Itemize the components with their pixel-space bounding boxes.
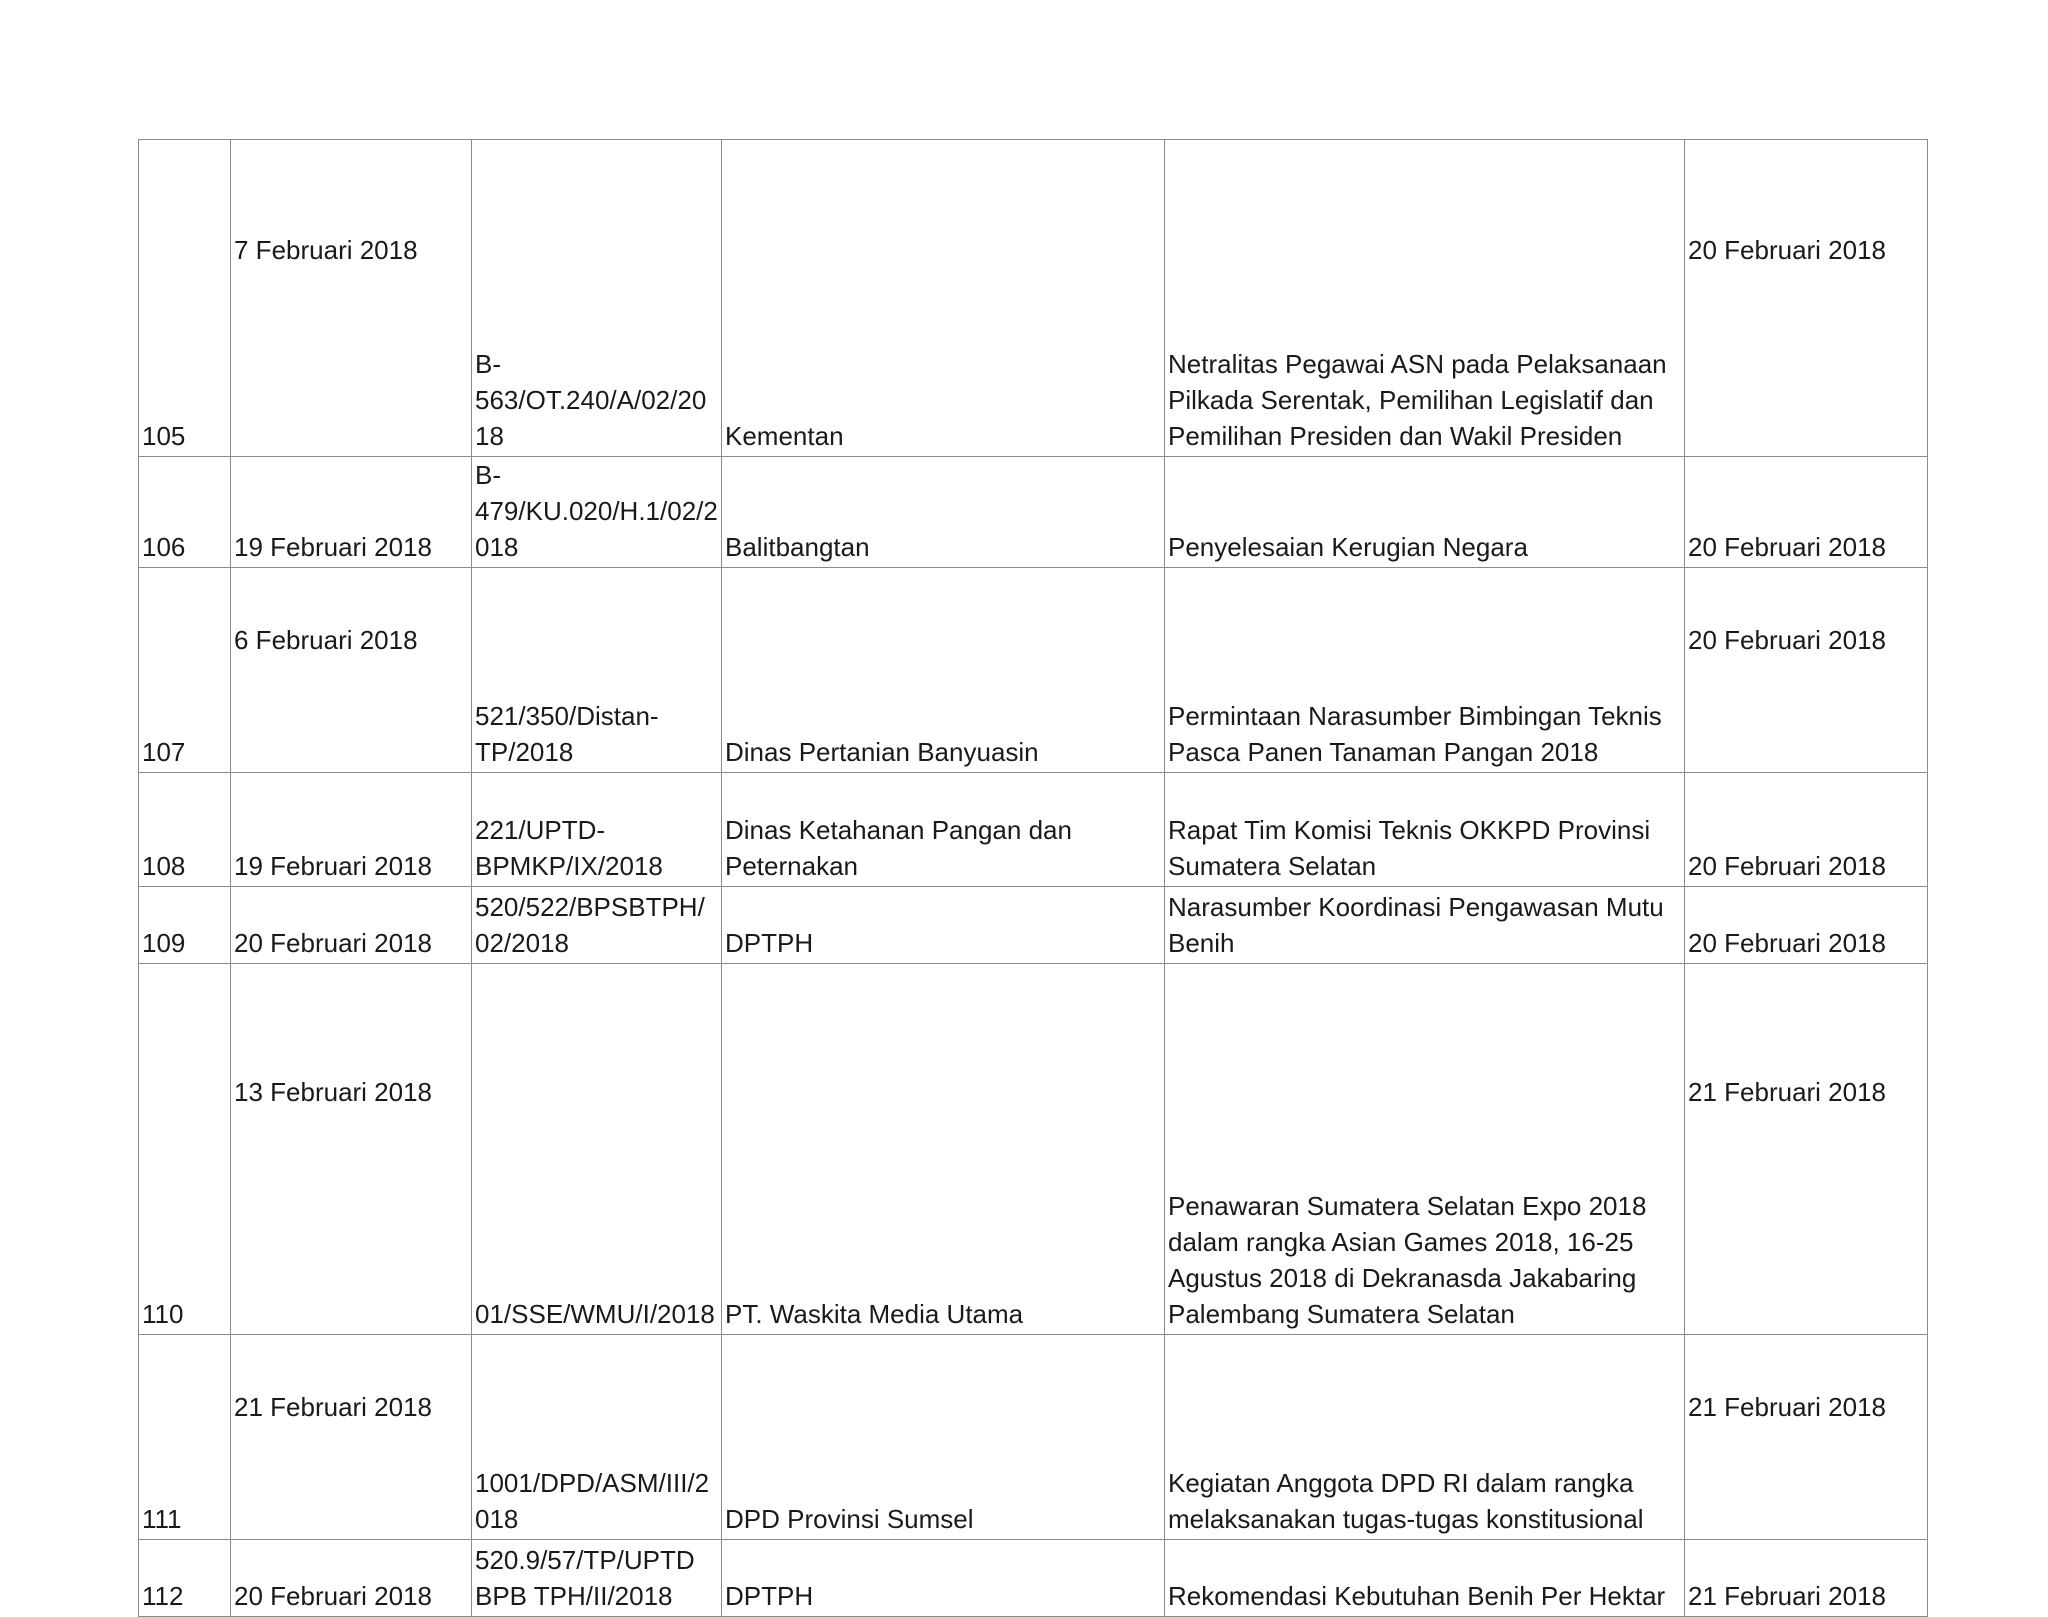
letter-number: 520/522/BPSBTPH/02/2018 (472, 887, 722, 964)
table-row (139, 1540, 1928, 1617)
letter-date: 20 Februari 2018 (231, 887, 472, 964)
letter-date: 7 Februari 2018 (231, 140, 472, 457)
subject: Permintaan Narasumber Bimbingan Teknis Pasca Panen Tanaman Pangan 2018 (1165, 568, 1685, 773)
letter-date: 19 Februari 2018 (231, 773, 472, 887)
row-number: 111 (139, 1335, 231, 1540)
row-number: 107 (139, 568, 231, 773)
letter-date: 20 Februari 2018 (231, 1540, 472, 1617)
sender: Balitbangtan (722, 457, 1165, 568)
sender: PT. Waskita Media Utama (722, 964, 1165, 1335)
sender: Dinas Pertanian Banyuasin (722, 568, 1165, 773)
table-row (139, 1335, 1928, 1540)
subject: Penyelesaian Kerugian Negara (1165, 457, 1685, 568)
letter-date: 19 Februari 2018 (231, 457, 472, 568)
sender: DPTPH (722, 1540, 1165, 1617)
received-date: 21 Februari 2018 (1685, 964, 1928, 1335)
received-date: 21 Februari 2018 (1685, 1540, 1928, 1617)
letter-date: 13 Februari 2018 (231, 964, 472, 1335)
subject: Rekomendasi Kebutuhan Benih Per Hektar (1165, 1540, 1685, 1617)
subject: Narasumber Koordinasi Pengawasan Mutu Benih (1165, 887, 1685, 964)
letter-date: 6 Februari 2018 (231, 568, 472, 773)
letter-number: 1001/DPD/ASM/III/2018 (472, 1335, 722, 1540)
letter-number: 521/350/Distan-TP/2018 (472, 568, 722, 773)
received-date: 20 Februari 2018 (1685, 568, 1928, 773)
letter-number: 221/UPTD-BPMKP/IX/2018 (472, 773, 722, 887)
letter-number: 520.9/57/TP/UPTD BPB TPH/II/2018 (472, 1540, 722, 1617)
table-row (139, 140, 1928, 457)
row-number: 106 (139, 457, 231, 568)
table-row (139, 568, 1928, 773)
row-number: 110 (139, 964, 231, 1335)
subject: Netralitas Pegawai ASN pada Pelaksanaan Pilkada Serentak, Pemilihan Legislatif dan Pemilihan Presiden dan Wakil Presiden (1165, 140, 1685, 457)
received-date: 20 Februari 2018 (1685, 887, 1928, 964)
received-date: 20 Februari 2018 (1685, 140, 1928, 457)
subject: Rapat Tim Komisi Teknis OKKPD Provinsi Sumatera Selatan (1165, 773, 1685, 887)
sender: DPD Provinsi Sumsel (722, 1335, 1165, 1540)
received-date: 20 Februari 2018 (1685, 457, 1928, 568)
letter-number: B-563/OT.240/A/02/2018 (472, 140, 722, 457)
table-row (139, 773, 1928, 887)
letter-number: 01/SSE/WMU/I/2018 (472, 964, 722, 1335)
row-number: 108 (139, 773, 231, 887)
table-row (139, 887, 1928, 964)
received-date: 20 Februari 2018 (1685, 773, 1928, 887)
sender: Dinas Ketahanan Pangan dan Peternakan (722, 773, 1165, 887)
letter-number: B-479/KU.020/H.1/02/2018 (472, 457, 722, 568)
table-row (139, 964, 1928, 1335)
sender: DPTPH (722, 887, 1165, 964)
letter-date: 21 Februari 2018 (231, 1335, 472, 1540)
table-row (139, 457, 1928, 568)
row-number: 105 (139, 140, 231, 457)
sender: Kementan (722, 140, 1165, 457)
letter-register-table (138, 139, 1928, 1617)
subject: Penawaran Sumatera Selatan Expo 2018 dalam rangka Asian Games 2018, 16-25 Agustus 2018 di Dekranasda Jakabaring Palembang Sumatera Selatan (1165, 964, 1685, 1335)
row-number: 112 (139, 1540, 231, 1617)
subject: Kegiatan Anggota DPD RI dalam rangka melaksanakan tugas-tugas konstitusional (1165, 1335, 1685, 1540)
row-number: 109 (139, 887, 231, 964)
received-date: 21 Februari 2018 (1685, 1335, 1928, 1540)
